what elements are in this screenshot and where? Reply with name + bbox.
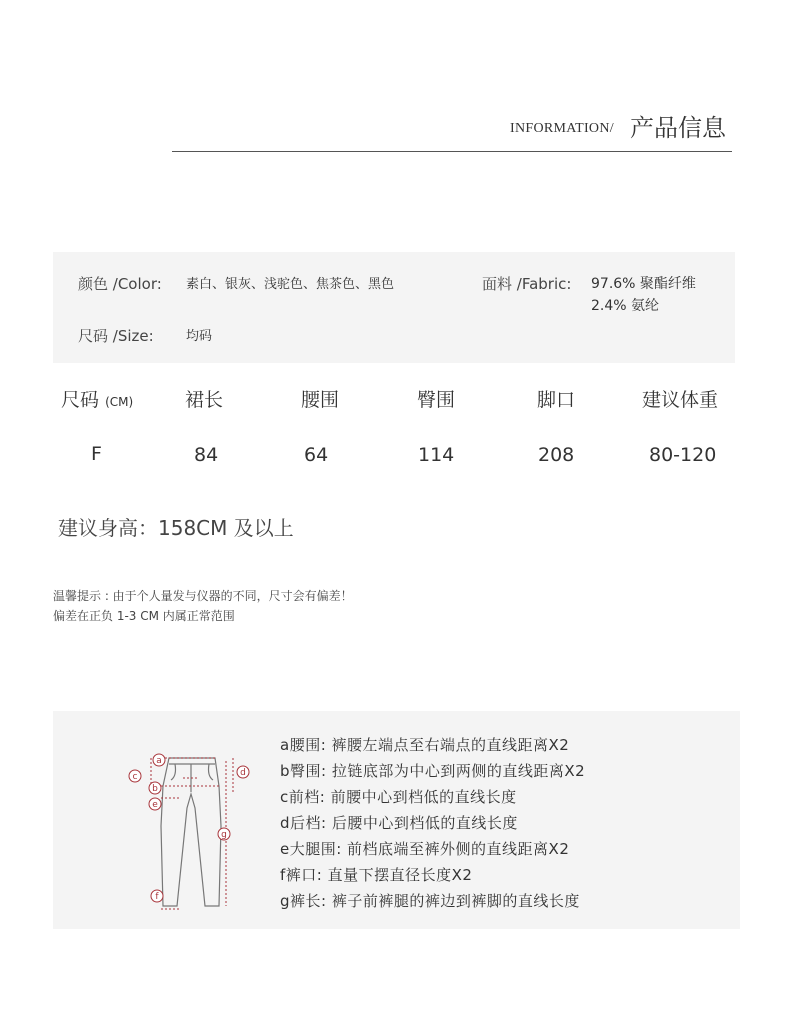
section-header: [172, 108, 732, 152]
marker-c: c: [132, 772, 138, 782]
marker-a: a: [156, 756, 162, 766]
product-info-box: [53, 252, 735, 363]
pants-outline-icon: [161, 758, 221, 906]
marker-e: e: [152, 800, 158, 810]
measure-hem: f裤口: 直量下摆直径长度X2: [280, 866, 473, 884]
cell-size: F: [91, 443, 102, 465]
measure-thigh: e大腿围: 前档底端至裤外侧的直线距离X2: [280, 840, 570, 858]
measure-back-rise: d后档: 后腰中心到档低的直线长度: [280, 814, 518, 832]
tip-line-2: 偏差在正负 1-3 CM 内属正常范围: [53, 609, 235, 623]
cell-hip: 114: [418, 444, 455, 466]
marker-f: f: [155, 892, 159, 902]
fabric-line-2: 2.4% 氨纶: [591, 298, 660, 314]
height-recommendation: 建议身高：158CM 及以上: [58, 516, 294, 540]
marker-b: b: [152, 784, 158, 794]
marker-g: g: [221, 830, 227, 840]
header-hem: 脚口: [537, 389, 576, 411]
cell-skirt-length: 84: [194, 444, 219, 466]
color-label: 颜色 /Color:: [78, 275, 162, 293]
header-skirt-length: 裙长: [185, 389, 224, 411]
size-label: 尺码 /Size:: [78, 327, 154, 345]
size-value: 均码: [186, 329, 213, 344]
header-waist: 腰围: [301, 389, 340, 411]
measurement-guide: [53, 711, 740, 929]
color-value: 素白、银灰、浅驼色、焦茶色、黑色: [186, 277, 395, 292]
measure-front-rise: c前档: 前腰中心到档低的直线长度: [280, 788, 517, 806]
tip-line-1: 温馨提示 : 由于个人量发与仪器的不同，尺寸会有偏差！: [53, 589, 353, 603]
measure-waist: a腰围: 裤腰左端点至右端点的直线距离X2: [280, 736, 570, 754]
fabric-line-1: 97.6% 聚酯纤维: [591, 276, 696, 292]
cell-waist: 64: [304, 444, 329, 466]
pants-diagram: [121, 746, 261, 911]
header-weight: 建议体重: [642, 389, 719, 411]
measure-length: g裤长: 裤子前裤腿的裤边到裤脚的直线长度: [280, 892, 580, 910]
header-english: INFORMATION/: [510, 121, 614, 136]
measure-hip: b臀围: 拉链底部为中心到两侧的直线距离X2: [280, 762, 586, 780]
size-table: [53, 380, 735, 480]
marker-d: d: [240, 768, 246, 778]
header-size: 尺码 (CM): [61, 389, 134, 411]
unit-label: (CM): [105, 395, 134, 409]
header-hip: 臀围: [417, 389, 456, 411]
cell-weight: 80-120: [649, 444, 717, 466]
cell-hem: 208: [538, 444, 575, 466]
header-chinese: 产品信息: [630, 114, 726, 142]
fabric-label: 面料 /Fabric:: [482, 275, 572, 293]
